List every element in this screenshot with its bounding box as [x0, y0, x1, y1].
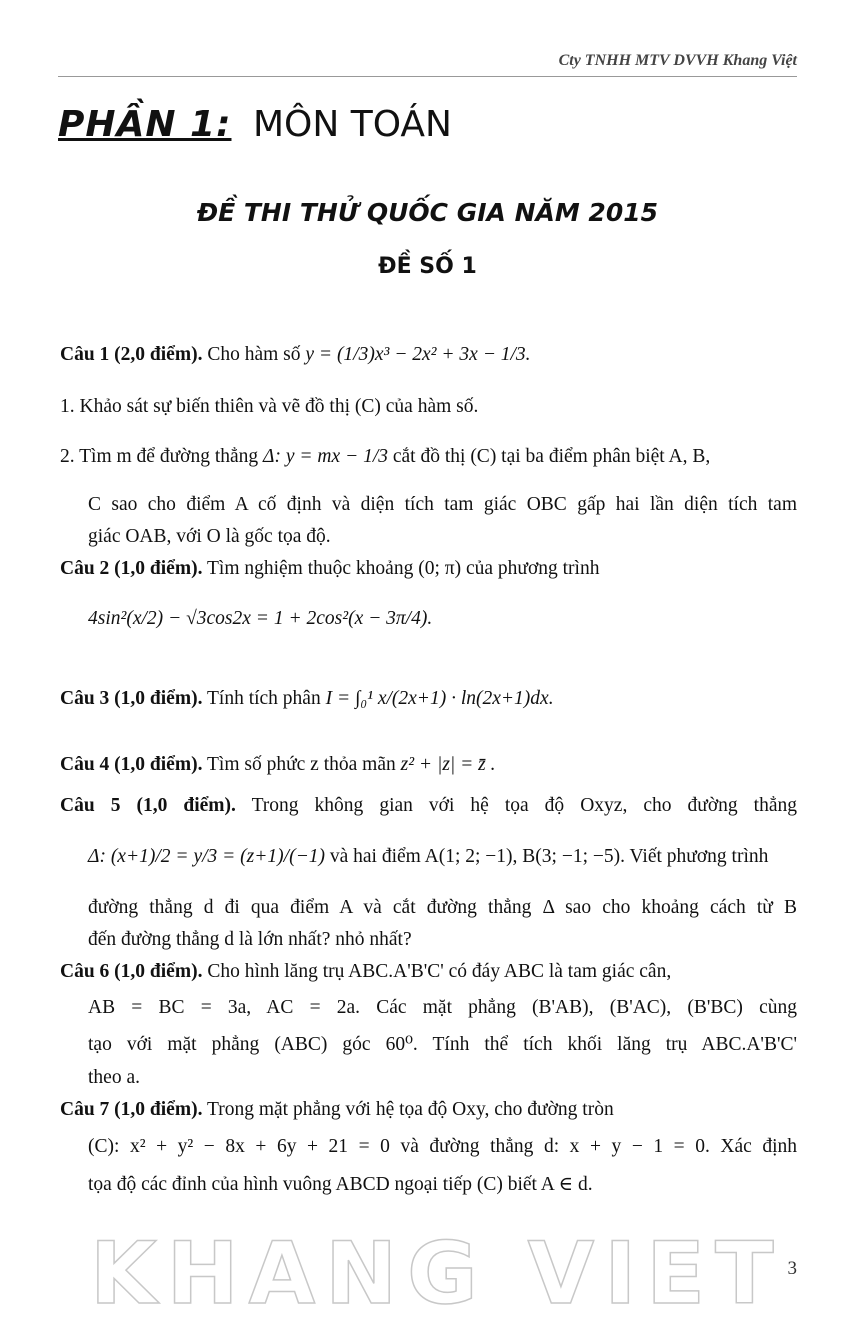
question-1-item-2 — [60, 440, 797, 473]
question-6-line-4: theo a. — [88, 1067, 140, 1088]
question-5-cont-1: đường thẳng d đi qua điểm A và cắt đường thẳng Δ sao cho khoảng cách từ B — [88, 897, 797, 918]
question-7-line-1: Trong mặt phẳng với hệ tọa độ Oxy, cho đường tròn — [206, 1099, 614, 1120]
question-4-text: Tìm số phức z thỏa mãn — [206, 754, 396, 775]
question-1-text: Cho hàm số — [207, 344, 301, 365]
question-6-label: Câu 6 (1,0 điểm). — [60, 961, 203, 982]
question-3 — [60, 682, 797, 715]
exam-subtitle: ĐỀ SỐ 1 — [378, 254, 477, 279]
question-6-line-2: AB = BC = 3a, AC = 2a. Các mặt phẳng (B'AB), (B'AC), (B'BC) cùng — [88, 997, 797, 1018]
question-7-line-2: (C): x² + y² − 8x + 6y + 21 = 0 và đường thẳng d: x + y − 1 = 0. Xác định — [88, 1136, 797, 1157]
question-5-line-eq: Δ: (x+1)/2 = y/3 = (z+1)/(−1) — [88, 846, 325, 867]
question-4-label: Câu 4 (1,0 điểm). — [60, 754, 203, 775]
question-1-item-2-line: Δ: y = mx − 1/3 — [263, 446, 388, 467]
question-7-label: Câu 7 (1,0 điểm). — [60, 1099, 203, 1120]
question-1-formula: y = (1/3)x³ − 2x² + 3x − 1/3. — [305, 344, 531, 365]
question-3-label: Câu 3 (1,0 điểm). — [60, 688, 203, 709]
question-5-line — [88, 840, 797, 873]
question-7-line-3: tọa độ các đỉnh của hình vuông ABCD ngoại tiếp (C) biết A ∈ d. — [88, 1174, 593, 1195]
part-subject: MÔN TOÁN — [252, 104, 452, 145]
question-1-item-2-cont-1: C sao cho điểm A cố định và diện tích tam giác OBC gấp hai lần diện tích tam — [88, 494, 797, 515]
watermark-logo: KHANG VIET — [90, 1224, 784, 1324]
exam-title: ĐỀ THI THỬ QUỐC GIA NĂM 2015 — [196, 198, 659, 227]
publisher-header: Cty TNHH MTV DVVH Khang Việt — [558, 52, 797, 69]
question-6 — [60, 955, 797, 988]
question-4-formula: z² + |z| = z̄ . — [400, 754, 496, 775]
question-5-cont-2: đến đường thẳng d là lớn nhất? nhỏ nhất? — [88, 929, 412, 950]
question-5 — [60, 789, 797, 822]
question-1-label: Câu 1 (2,0 điểm). — [60, 344, 203, 365]
question-2-text: Tìm nghiệm thuộc khoảng (0; π) của phương trình — [206, 558, 600, 579]
question-5-label: Câu 5 (1,0 điểm). — [60, 795, 236, 816]
part-title — [58, 104, 452, 145]
question-2-label: Câu 2 (1,0 điểm). — [60, 558, 203, 579]
page-number: 3 — [787, 1258, 797, 1279]
question-2-equation-text: 4sin²(x/2) − √3cos2x = 1 + 2cos²(x − 3π/4). — [88, 608, 433, 629]
question-6-line-1: Cho hình lăng trụ ABC.A'B'C' có đáy ABC là tam giác cân, — [207, 961, 672, 982]
question-7 — [60, 1093, 797, 1126]
question-1-item-2-intro: 2. Tìm m để đường thẳng — [60, 446, 259, 467]
question-3-text: Tính tích phân — [206, 688, 321, 709]
question-1 — [60, 338, 797, 371]
question-1-item-2-cont-2: giác OAB, với O là gốc tọa độ. — [88, 526, 331, 547]
question-2-equation — [88, 602, 797, 635]
question-5-points: và hai điểm A(1; 2; −1), B(3; −1; −5). Viết phương trình — [329, 846, 769, 867]
question-2 — [60, 552, 797, 585]
part-number: PHẦN 1: — [58, 104, 232, 145]
header-rule — [58, 76, 797, 77]
question-6-line-3: tạo với mặt phẳng (ABC) góc 60⁰. Tính thể tích khối lăng trụ ABC.A'B'C' — [88, 1034, 797, 1055]
question-1-item-2-rest: cắt đồ thị (C) tại ba điểm phân biệt A, B, — [392, 446, 711, 467]
question-3-formula: I = ∫₀¹ x/(2x+1) · ln(2x+1)dx. — [325, 688, 554, 709]
question-4 — [60, 748, 797, 781]
question-5-text: Trong không gian với hệ tọa độ Oxyz, cho đường thẳng — [251, 795, 797, 816]
question-1-item-1: 1. Khảo sát sự biến thiên và vẽ đồ thị (C) của hàm số. — [60, 396, 479, 417]
